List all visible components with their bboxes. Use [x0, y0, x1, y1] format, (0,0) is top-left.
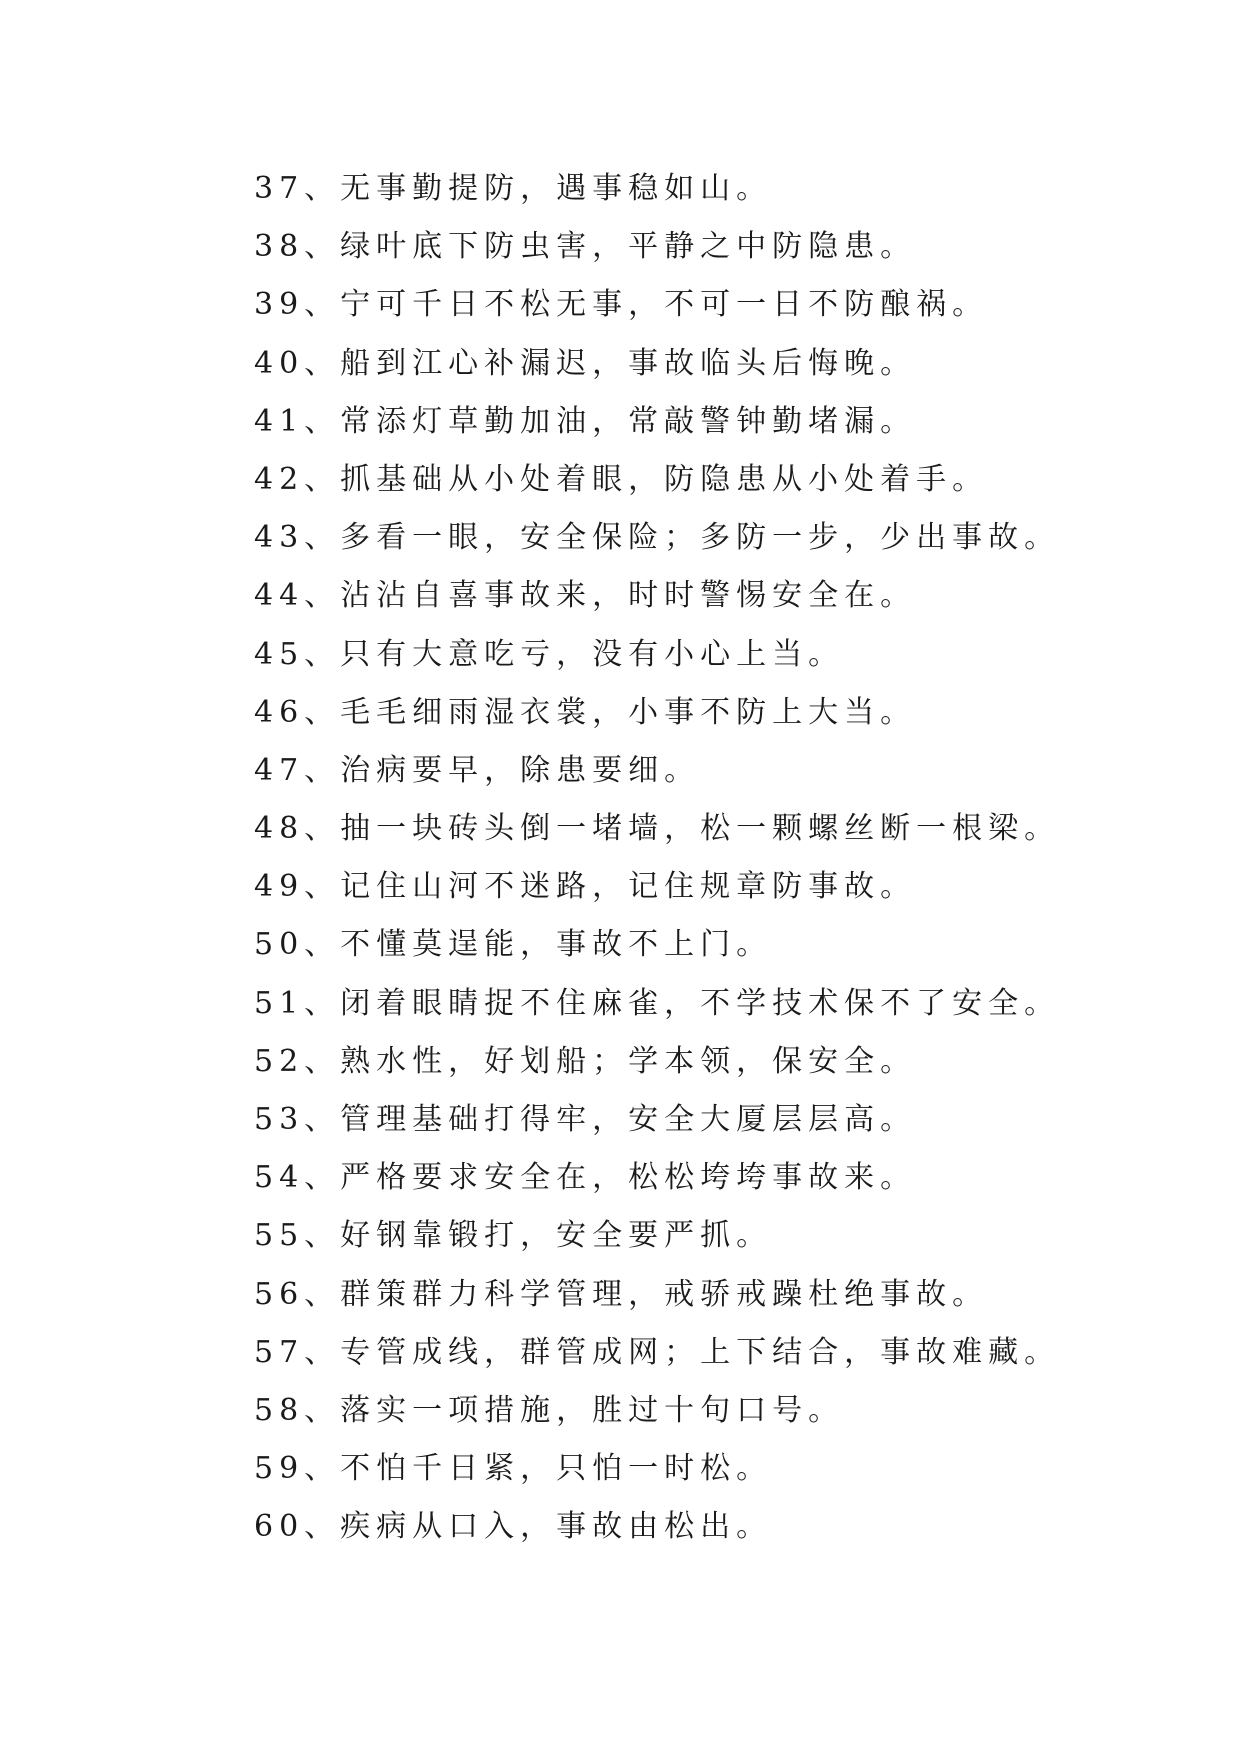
list-item: 50、不懂莫逞能，事故不上门。 — [254, 927, 773, 963]
list-item: 37、无事勤提防，遇事稳如山。 — [254, 171, 773, 206]
list-item: 40、船到江心补漏迟，事故临头后悔晚。 — [254, 345, 917, 381]
list-item: 58、落实一项措施，胜过十句口号。 — [254, 1392, 845, 1428]
list-item: 54、严格要求安全在，松松垮垮事故来。 — [254, 1160, 917, 1196]
list-item: 48、抽一块砖头倒一堵墙，松一颗螺丝断一根梁。 — [254, 811, 1061, 847]
slogan-list — [254, 160, 1154, 1557]
list-item: 38、绿叶底下防虫害，平静之中防隐患。 — [254, 229, 917, 265]
list-item: 47、治病要早，除患要细。 — [254, 752, 701, 788]
list-item: 51、闭着眼睛捉不住麻雀，不学技术保不了安全。 — [254, 985, 1061, 1021]
list-item: 45、只有大意吃亏，没有小心上当。 — [254, 636, 845, 672]
list-item: 60、疾病从口入，事故由松出。 — [254, 1509, 773, 1545]
list-item: 57、专管成线，群管成网；上下结合，事故难藏。 — [254, 1334, 1061, 1370]
list-item: 41、常添灯草勤加油，常敲警钟勤堵漏。 — [254, 403, 917, 439]
list-item: 42、抓基础从小处着眼，防隐患从小处着手。 — [254, 461, 989, 497]
list-item: 39、宁可千日不松无事，不可一日不防酿祸。 — [254, 287, 989, 323]
list-item: 56、群策群力科学管理，戒骄戒躁杜绝事故。 — [254, 1276, 989, 1312]
list-item: 44、沾沾自喜事故来，时时警惕安全在。 — [254, 578, 917, 614]
list-item: 55、好钢靠锻打，安全要严抓。 — [254, 1218, 773, 1254]
list-item: 43、多看一眼，安全保险；多防一步，少出事故。 — [254, 520, 1061, 556]
list-item: 59、不怕千日紧，只怕一时松。 — [254, 1451, 773, 1487]
list-item: 49、记住山河不迷路，记住规章防事故。 — [254, 869, 917, 905]
list-item: 46、毛毛细雨湿衣裳，小事不防上大当。 — [254, 694, 917, 730]
list-item: 52、熟水性，好划船；学本领，保安全。 — [254, 1043, 917, 1079]
list-item: 53、管理基础打得牢，安全大厦层层高。 — [254, 1102, 917, 1137]
